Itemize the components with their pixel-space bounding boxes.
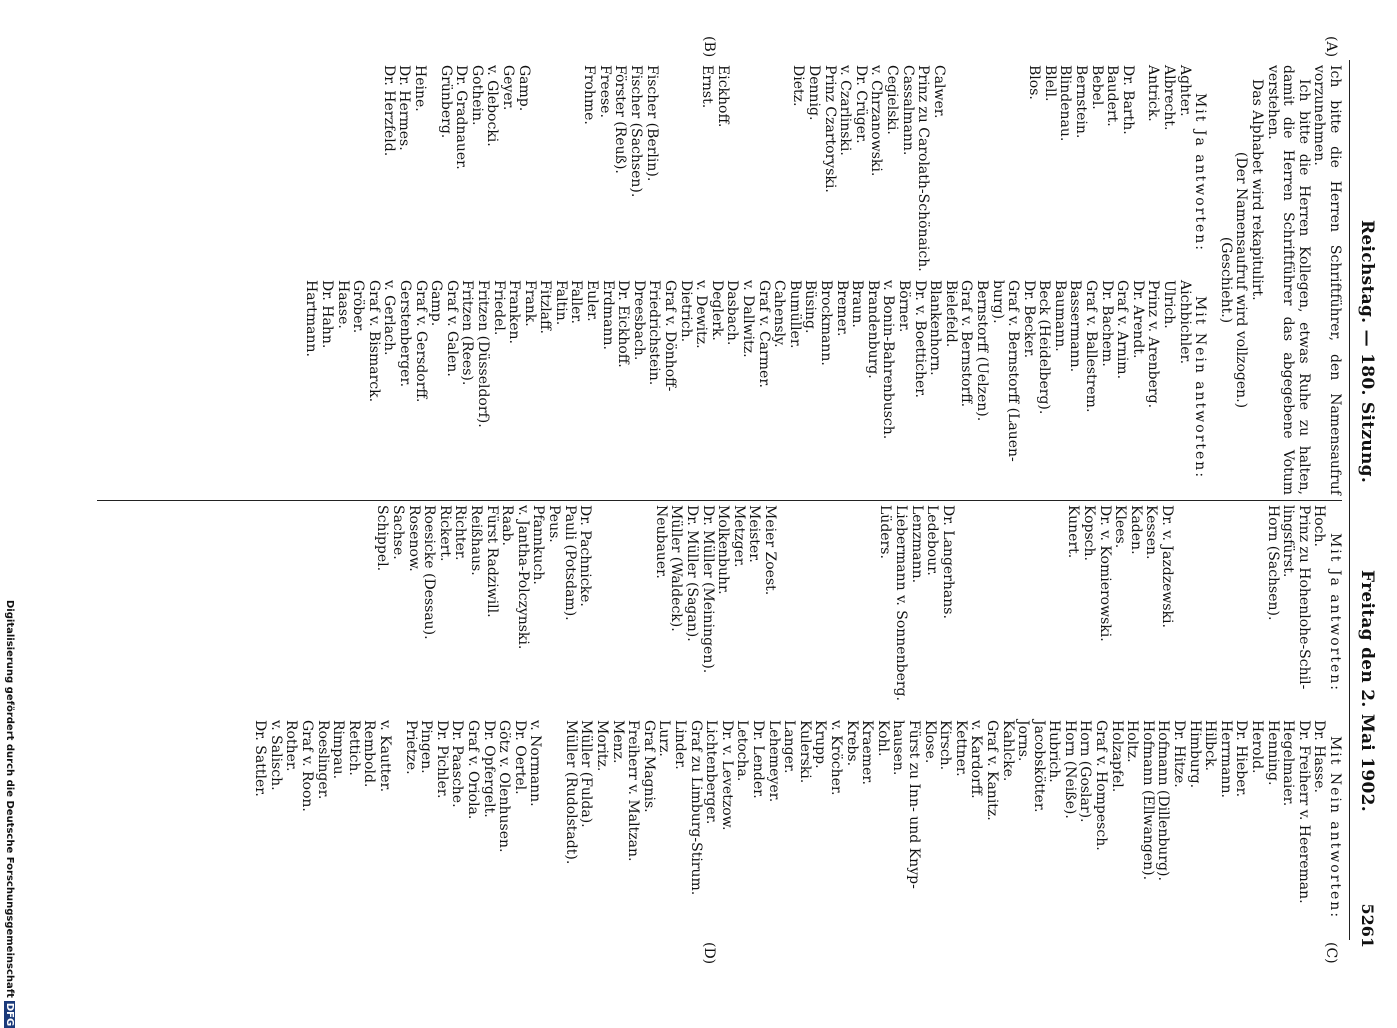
margin-mark-c: (C) [1323,942,1339,964]
list-spacer [669,65,679,280]
right-ja-names [374,505,1327,720]
list-spacer [541,65,551,280]
member-name: Bebel. [1088,65,1105,110]
left-ja-list [303,65,1207,280]
member-name: Molkenbuhr. [715,505,732,595]
left-nein-names [303,280,1192,495]
member-name: Kopsch. [1081,505,1098,561]
member-name: Bielefeld. [942,280,959,348]
list-spacer [956,65,966,280]
member-name: Kraemer. [859,720,876,785]
member-name: v. Normann. [527,720,544,807]
right-column [252,505,1342,935]
left-column [303,65,1342,495]
member-name: Fritzen (Düsseldorf). [474,280,491,428]
left-nein-list [303,280,1207,495]
list-spacer [1204,505,1214,720]
member-name: Brockmann. [818,280,834,366]
member-name: Hofmann (Ellwangen). [1139,720,1156,881]
member-name: Dreesbach. [630,280,647,361]
list-spacer [632,505,642,720]
member-name: Frohme. [581,65,598,125]
member-name: Pauli (Potsdam). [561,505,578,621]
member-name: Dr. Lender. [750,720,767,799]
left-nein-heading: Mit Nein antworten: [1192,295,1209,480]
member-name: v. Gerlach. [381,280,398,356]
member-name: Meister. [746,505,763,563]
member-name: Aichbichler. [1176,280,1193,365]
list-spacer [659,65,669,280]
member-name: Eickhoff. [714,65,731,128]
member-name: Baudert. [1104,65,1121,127]
member-name: Neubauer. [652,505,669,579]
member-name: Hoch. [1311,505,1328,547]
member-name: Cegielski. [883,65,900,135]
list-spacer [1045,505,1055,720]
left-vote-lists [303,65,1207,495]
list-spacer [1135,65,1145,280]
list-spacer [760,65,770,280]
list-spacer [1055,505,1065,720]
member-name: Friedel. [490,280,507,336]
member-name: Förster (Reuß). [612,65,629,174]
member-name: Gerstenberger. [396,280,413,388]
member-name: Deglerk. [708,280,725,341]
list-spacer [837,505,847,720]
left-ja-heading: Mit Ja antworten: [1192,92,1209,253]
member-name: Graf v. Oriola. [464,720,481,820]
member-name: Sachse. [390,505,407,560]
member-name: Menz. [609,720,626,764]
member-name: Kirsch. [937,720,954,771]
member-name: Bremer. [833,280,850,337]
right-nein-heading: Mit Nein antworten: [1327,735,1343,920]
member-name: Liebermann v. Sonnenberg. [893,505,910,701]
list-spacer [946,65,956,280]
member-name: Brandenburg. [864,280,881,379]
margin-mark-b: (B) [701,36,717,58]
member-name: Calwer. [930,65,947,119]
member-name: Graf v. Galen. [443,280,460,377]
list-spacer [1025,505,1035,720]
list-spacer [955,505,965,720]
member-name: Rosenow. [405,505,422,572]
list-spacer [996,65,1006,280]
footer-credit [4,600,15,1028]
member-name: Dr. v. Boetticher. [911,280,928,398]
member-name: Albrecht. [1161,65,1178,131]
member-name: Klees. [1112,505,1129,549]
member-name: Börner. [895,280,912,333]
list-spacer [965,505,975,720]
member-name: Dasbach. [724,280,741,346]
member-name: Graf v. Dönhoff-Friedrichstein. [646,280,679,392]
right-nein-list [252,720,1342,935]
member-name: Rimpau. [330,720,347,780]
member-name: Fritzen (Rees). [459,280,476,386]
margin-mark-d: (D) [701,942,717,965]
member-name: Faltin. [552,280,569,326]
member-name: Lurz. [656,720,673,757]
member-name: Kahlcke. [999,720,1016,782]
member-name: Graf v. Bernstorff. [958,280,975,408]
member-name: Bumüller. [786,280,803,349]
member-name: Dr. Müller (Sagan). [683,505,700,642]
member-name: Ulrich. [1161,280,1178,329]
member-name: Dr. Herzfeld. [380,65,397,157]
member-name: Franken. [506,280,523,345]
member-name: Herold. [1249,720,1266,774]
member-name: Horn (Sachsen). [1264,505,1281,621]
member-name: Graf zu Limburg-Stirum. [687,720,704,896]
member-name: Dr. Oertel. [511,720,528,795]
list-spacer [622,505,632,720]
list-spacer [642,505,652,720]
member-name: Himburg. [1186,720,1203,789]
member-name: Dr. Hahn. [319,280,335,349]
list-spacer [1224,505,1234,720]
member-name: Hilbck. [1202,720,1219,771]
member-name: Bernstein. [1073,65,1090,139]
intro-paragraph-2: Ich bitte die Herren Kollegen, etwas Ruhe zu halten, damit die Herren Schriftführer das abgegebene Votum verstehen. [1264,65,1312,495]
list-spacer [975,505,985,720]
member-name: Antrick. [1145,65,1162,122]
member-name: Rother. [283,720,300,772]
list-spacer [1254,505,1264,720]
intro-paragraph-4: (Der Namensaufruf wird vollzogen.) [1233,151,1250,409]
list-spacer [770,65,780,280]
member-name: Dr. Eickhoff. [615,280,632,368]
member-name: Geyer. [500,65,517,111]
list-spacer [730,65,740,280]
member-name: Meier Zoest. [761,505,778,596]
list-spacer [1214,505,1224,720]
member-name: Freese. [596,65,613,118]
member-name: Linder. [672,720,689,770]
member-name: Dr. Hasse. [1311,720,1328,793]
member-name: burg). [989,280,1006,324]
member-name: Grünberg. [437,65,454,139]
intro-paragraph-1: Ich bitte die Herren Schriftführer, den Namensaufruf vorzunehmen. [1311,65,1343,495]
intro-paragraph-5: (Geschieht.) [1217,236,1234,324]
member-name: Jorns. [1015,720,1032,762]
right-ja-list [252,505,1342,720]
member-name: Braun. [849,280,866,328]
member-name: Graf v. Bernstorff (Lauen- [1005,280,1022,462]
member-name: Dr. Sattler. [252,720,269,797]
member-name: Dr. Hitze. [1171,720,1188,788]
member-name: Prinz v. Arenberg. [1145,280,1162,409]
member-name: Fischer (Sachsen). [628,65,644,198]
member-name: Dr. Bachem. [1098,280,1115,367]
list-spacer [750,65,760,280]
member-name: v. Dallwitz. [740,280,757,358]
member-name: Bernstorff (Uelzen). [973,280,990,422]
header-left: Reichstag. — 180. Sitzung. [1357,220,1377,484]
list-spacer [1016,65,1026,280]
member-name: Dr. Müller (Meiningen). [699,505,716,674]
member-name: Pingen. [418,720,435,774]
list-spacer [817,505,827,720]
member-name: Kettner. [952,720,969,777]
member-name: Krupp. [812,720,829,769]
list-spacer [571,65,581,280]
right-ja-heading: Mit Ja antworten: [1327,532,1343,693]
list-spacer [985,505,995,720]
footer-text: Digitalisierung gefördert durch die Deutsche Forschungsgemeinschaft [4,600,15,998]
member-name: Horn (Goslar). [1077,720,1094,823]
member-name: Holzapfel. [1108,720,1125,793]
member-name: Klose. [921,720,938,764]
member-name: Aghter. [1176,65,1193,117]
member-name: v. Czarlinski. [837,65,854,156]
member-name: Dr. Pichler. [433,720,450,799]
member-name: Dr. Crüger. [852,65,869,144]
list-spacer [827,505,837,720]
member-name: v. Salisch. [267,720,284,791]
member-name: Dr. v. Levetzow. [718,720,735,831]
member-name: Müller (Fulda). [578,720,595,828]
list-spacer [986,65,996,280]
member-name: Fürst Radziwill. [483,505,500,618]
member-name: v. Kautter. [376,720,393,793]
list-spacer [1174,505,1184,720]
list-spacer [531,65,541,280]
member-name: Prinz zu Carolath-Schönaich. [915,65,932,272]
list-spacer [612,505,622,720]
member-name: Kohl. [874,720,891,757]
dfg-logo: DFG [4,1002,15,1027]
member-name: Hartmann. [303,280,320,357]
member-name: Blos. [1026,65,1043,100]
list-spacer [740,65,750,280]
list-spacer [1005,505,1015,720]
member-name: Dr. v. Jazdzewski. [1159,505,1176,628]
member-name: Dr. Gradnauer. [453,65,470,170]
member-name: Peus. [545,505,562,543]
member-name: Letocha. [734,720,751,782]
list-spacer [602,505,612,720]
member-name: Moritz. [594,720,611,772]
member-name: Lehemeyer. [765,720,782,803]
member-name: Lüders. [877,505,894,559]
member-name: Hofmann (Dillenburg). [1155,720,1172,881]
list-spacer [797,505,807,720]
member-name: Pfannkuch. [530,505,547,585]
member-name: Graf v. Bismarck. [365,280,382,403]
member-name: Graf v. Ballestrem. [1083,280,1100,413]
list-spacer [1006,65,1016,280]
member-name: Erdmann. [599,280,616,350]
list-spacer [966,65,976,280]
member-name: v. Glebocki. [484,65,501,147]
margin-mark-a: (A) [1323,36,1339,58]
member-name: Roeslinger. [314,720,331,800]
list-spacer [857,505,867,720]
member-name: Gamp. [428,280,445,327]
member-name: Baumann. [1051,280,1068,352]
member-name: Dr. Barth. [1119,65,1136,135]
member-name: v. Kardorff. [968,720,985,799]
member-name: Fischer (Berlin). [643,65,660,182]
member-name: Blankenhorn. [927,280,944,376]
list-spacer [1244,505,1254,720]
member-name: Ledebour. [924,505,941,576]
header-rule [1349,60,1350,940]
member-name: v. Jantha-Polczynski. [514,505,531,650]
member-name: Dr. Opfergelt. [480,720,497,818]
member-name: Kessen. [1143,505,1160,560]
member-name: v. Chrzanowski. [868,65,885,177]
member-name: Beck (Heidelberg). [1036,280,1053,415]
member-name: Schippel. [374,505,391,572]
member-name: Fitzlaff. [537,280,554,334]
list-spacer [787,505,797,720]
member-name: Prinz Czartoryski. [821,65,838,193]
member-name: Cahensly. [771,280,788,348]
member-name: Dr. Paasche. [449,720,466,808]
member-name: Euler. [584,280,601,322]
member-name: Rickert. [436,505,453,562]
member-name: Gröber. [350,280,367,334]
list-spacer [995,505,1005,720]
list-spacer [689,65,699,280]
column-rule [97,500,1342,501]
list-spacer [1035,505,1045,720]
member-name: Kaden. [1127,505,1144,555]
right-nein-names [252,720,1327,935]
member-name: Richter. [452,505,469,561]
list-spacer [976,65,986,280]
list-spacer [552,720,562,935]
list-spacer [592,505,602,720]
member-name: Fürst zu Inn- und Knyp- [905,720,922,889]
member-name: Dr. Freiherr v. Heereman. [1295,720,1312,904]
member-name: Graf v. Kanitz. [983,720,1000,821]
member-name: Graf v. Carmer. [755,280,772,388]
list-spacer [1184,505,1194,720]
member-name: v. Bonin-Bahrenbusch. [880,280,897,440]
member-name: Ernst. [699,65,716,109]
list-spacer [679,65,689,280]
member-name: Langer. [781,720,798,774]
member-name: Gamp. [515,65,532,112]
member-name: Kulerski. [796,720,813,784]
member-name: Lichtenberger. [703,720,720,825]
member-name: Herrmann. [1217,720,1234,798]
member-name: Götz v. Olenhusen. [496,720,513,853]
member-name: Faller. [568,280,585,324]
member-name: Haase. [334,280,351,329]
member-name: Jacobskötter. [1030,720,1047,813]
member-name: Raab. [499,505,516,546]
member-name: hausen. [890,720,907,776]
member-name: Lenzmann. [908,505,925,584]
member-name: Blell. [1041,65,1058,102]
list-spacer [1015,505,1025,720]
page-header [1347,60,1377,948]
member-name: Gothein. [468,65,485,126]
list-spacer [1234,505,1244,720]
page-number: 5261 [1358,903,1377,948]
member-name: Kunert. [1065,505,1082,559]
member-name: Hubrich. [1046,720,1063,783]
member-name: Heine. [412,65,429,112]
member-name: Prinz zu Hohenlohe-Schil- [1295,505,1312,690]
member-name: Graf Magnis. [640,720,657,813]
member-name: Dr. v. Komierowski. [1096,505,1113,642]
member-name: Bassermann. [1067,280,1084,373]
member-name: Dr. Becker. [1020,280,1037,359]
member-name: Graf v. Roon. [299,720,315,812]
list-spacer [867,505,877,720]
member-name: Dr. Arendt. [1129,280,1146,359]
member-name: Dr. Pachnicke. [577,505,594,607]
list-spacer [551,65,561,280]
member-name: Dr. Hieber. [1233,720,1250,798]
member-name: Dr. Langerhans. [939,505,956,619]
left-ja-names [380,65,1191,280]
list-spacer [542,720,552,935]
member-name: Horn (Neiße). [1061,720,1078,819]
member-name: Büsing. [802,280,819,334]
member-name: Müller (Waldeck). [668,505,685,632]
member-name: lingsfürst. [1280,505,1297,578]
member-name: Freiherr v. Maltzan. [625,720,642,862]
member-name: Graf v. Gersdorff. [412,280,429,403]
member-name: Holtz. [1124,720,1141,763]
member-name: Metzger. [730,505,747,568]
intro-paragraph-3: Das Alphabet wird rekapitulirt. [1249,79,1266,301]
member-name: Dietz. [790,65,807,107]
member-name: Frank. [521,280,538,327]
member-name: Rembold. [361,720,378,788]
member-name: Reißhaus. [468,505,484,576]
list-spacer [1194,505,1204,720]
member-name: Müller (Rudolstadt). [562,720,579,865]
member-name: v. Kröcher. [828,720,844,796]
list-spacer [427,65,437,280]
member-name: Hegelmaier. [1280,720,1297,807]
list-spacer [807,505,817,720]
member-name: Dietrich. [677,280,694,343]
right-vote-lists [252,505,1342,935]
header-right: Freitag den 2. Mai 1902. [1357,570,1377,812]
member-name: Blindenau. [1057,65,1074,142]
list-spacer [392,720,402,935]
member-name: Krebs. [843,720,860,767]
list-spacer [847,505,857,720]
list-spacer [561,65,571,280]
member-name: Dennig. [805,65,822,121]
member-name: Graf v. Arnim. [1114,280,1131,380]
member-name: v. Dewitz. [693,280,710,349]
member-name: Rettich. [345,720,362,776]
list-spacer [780,65,790,280]
member-name: Prietze. [402,720,419,775]
member-name: Henning. [1264,720,1281,786]
member-name: Roesicke (Dessau). [421,505,438,640]
member-name: Dr. Hermes. [396,65,413,151]
member-name: Cassalmann. [899,65,916,156]
list-spacer [777,505,787,720]
member-name: Graf v. Hompesch. [1093,720,1110,851]
